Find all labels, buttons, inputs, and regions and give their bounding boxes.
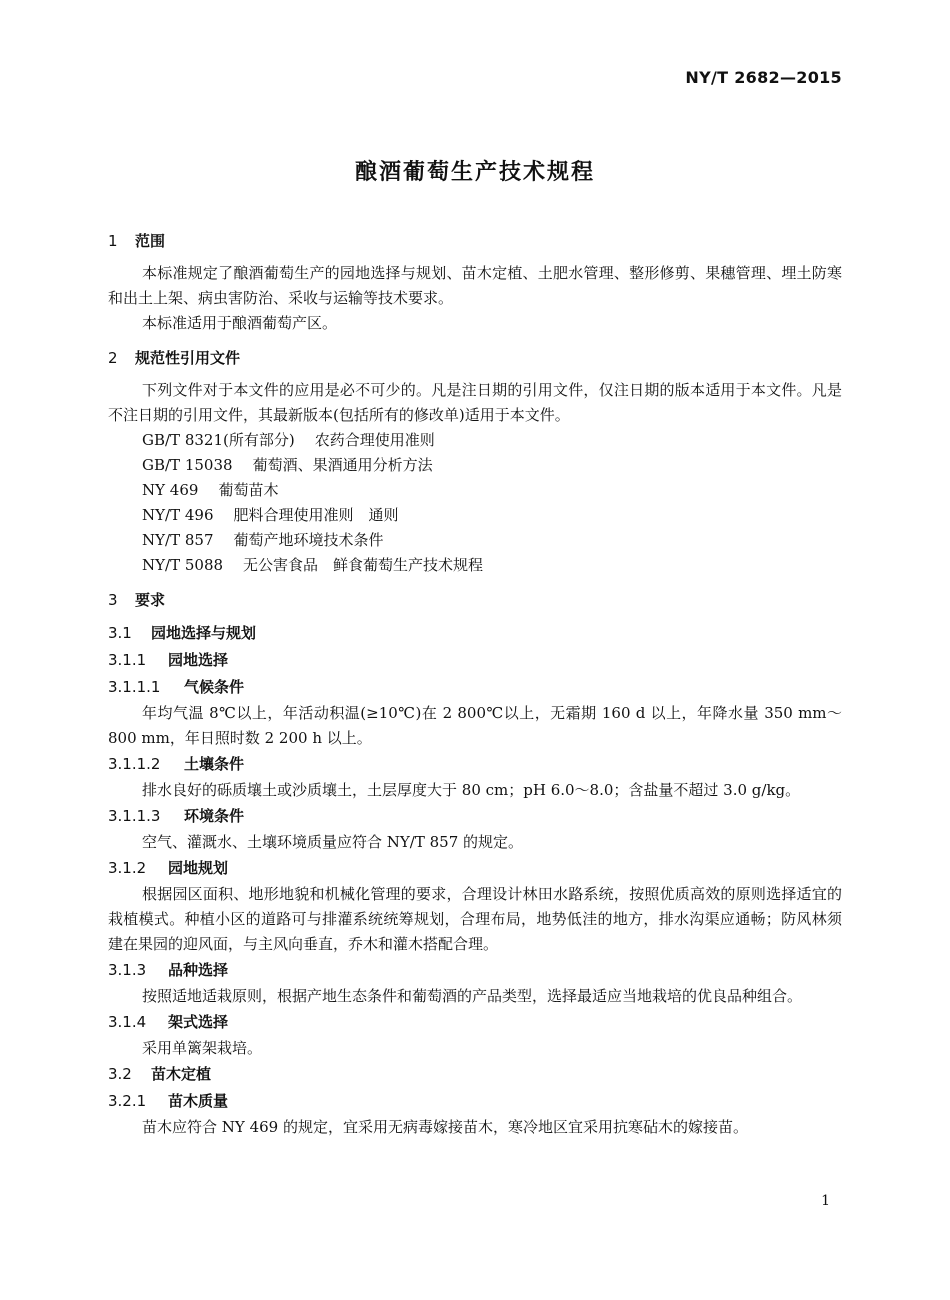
section-title: 园地规划 bbox=[168, 859, 229, 877]
reference-item bbox=[108, 428, 842, 453]
reference-title: 农药合理使用准则 bbox=[314, 431, 435, 449]
reference-item bbox=[108, 553, 842, 578]
section-title: 园地选择与规划 bbox=[151, 624, 257, 642]
document-body bbox=[108, 228, 842, 1140]
section-number: 3.1.4 bbox=[108, 1013, 147, 1031]
paragraph: 本标准适用于酿酒葡萄产区。 bbox=[142, 314, 338, 332]
subsection-heading bbox=[108, 1009, 842, 1036]
section-heading bbox=[108, 587, 842, 614]
paragraph: 空气、灌溉水、土壤环境质量应符合 NY/T 857 的规定。 bbox=[142, 833, 524, 851]
paragraph: 年均气温 8℃以上，年活动积温(≥10℃)在 2 800℃以上，无霜期 160 d 以上，年降水量 350 mm～800 mm，年日照时数 2 200 h 以上。 bbox=[108, 704, 842, 747]
section-number: 3.1 bbox=[108, 624, 132, 642]
section-heading bbox=[108, 228, 842, 255]
reference-code: GB/T 15038 bbox=[142, 456, 233, 474]
paragraph: 按照适地适栽原则，根据产地生态条件和葡萄酒的产品类型，选择最适应当地栽培的优良品种组合。 bbox=[142, 987, 803, 1005]
section-number: 3.1.2 bbox=[108, 859, 147, 877]
document-title: 酿酒葡萄生产技术规程 bbox=[354, 160, 595, 185]
section-number: 1 bbox=[108, 232, 118, 250]
reference-code: NY/T 496 bbox=[142, 506, 214, 524]
subsection-heading bbox=[108, 674, 842, 701]
reference-code: NY 469 bbox=[142, 481, 199, 499]
reference-item bbox=[108, 528, 842, 553]
section-number: 3.2.1 bbox=[108, 1092, 147, 1110]
section-title: 范围 bbox=[135, 232, 166, 250]
section-title: 气候条件 bbox=[184, 678, 245, 696]
subsection-heading bbox=[108, 751, 842, 778]
section-title: 环境条件 bbox=[184, 807, 245, 825]
reference-item bbox=[108, 503, 842, 528]
reference-title: 葡萄酒、果酒通用分析方法 bbox=[252, 456, 433, 474]
reference-code: GB/T 8321(所有部分) bbox=[142, 431, 295, 449]
subsection-heading bbox=[108, 957, 842, 984]
reference-title: 无公害食品 鲜食葡萄生产技术规程 bbox=[243, 556, 484, 574]
section-title: 规范性引用文件 bbox=[135, 349, 241, 367]
paragraph: 苗木应符合 NY 469 的规定，宜采用无病毒嫁接苗木，寒冷地区宜采用抗寒砧木的嫁接苗。 bbox=[142, 1118, 748, 1136]
subsection-heading bbox=[108, 1061, 842, 1088]
subsection-heading bbox=[108, 803, 842, 830]
paragraph: 本标准规定了酿酒葡萄生产的园地选择与规划、苗木定植、土肥水管理、整形修剪、果穗管理、埋土防寒和出土上架、病虫害防治、采收与运输等技术要求。 bbox=[108, 264, 842, 307]
reference-title: 肥料合理使用准则 通则 bbox=[233, 506, 399, 524]
reference-title: 葡萄产地环境技术条件 bbox=[233, 531, 384, 549]
section-number: 3.1.1.1 bbox=[108, 678, 161, 696]
section-number: 3.1.1 bbox=[108, 651, 147, 669]
section-number: 2 bbox=[108, 349, 118, 367]
subsection-heading bbox=[108, 647, 842, 674]
subsection-heading bbox=[108, 620, 842, 647]
section-title: 品种选择 bbox=[168, 961, 229, 979]
section-title: 架式选择 bbox=[168, 1013, 229, 1031]
reference-item bbox=[108, 453, 842, 478]
section-title: 土壤条件 bbox=[184, 755, 245, 773]
section-number: 3.1.1.3 bbox=[108, 807, 161, 825]
section-heading bbox=[108, 345, 842, 372]
reference-code: NY/T 857 bbox=[142, 531, 214, 549]
paragraph: 采用单篱架栽培。 bbox=[142, 1039, 263, 1057]
reference-title: 葡萄苗木 bbox=[218, 481, 279, 499]
reference-code: NY/T 5088 bbox=[142, 556, 224, 574]
section-number: 3 bbox=[108, 591, 118, 609]
section-title: 要求 bbox=[135, 591, 166, 609]
subsection-heading bbox=[108, 1088, 842, 1115]
section-number: 3.2 bbox=[108, 1065, 132, 1083]
paragraph: 排水良好的砾质壤土或沙质壤土，土层厚度大于 80 cm；pH 6.0～8.0；含盐量不超过 3.0 g/kg。 bbox=[142, 781, 801, 799]
page-number: 1 bbox=[821, 1193, 830, 1209]
paragraph: 根据园区面积、地形地貌和机械化管理的要求，合理设计林田水路系统，按照优质高效的原则选择适宜的栽植模式。种植小区的道路可与排灌系统统筹规划，合理布局，地势低洼的地方，排水沟渠应通畅；防风林须建在果园的迎风面，与主风向垂直，乔木和灌木搭配合理。 bbox=[108, 885, 842, 953]
reference-item bbox=[108, 478, 842, 503]
section-title: 园地选择 bbox=[168, 651, 229, 669]
section-number: 3.1.3 bbox=[108, 961, 147, 979]
paragraph: 下列文件对于本文件的应用是必不可少的。凡是注日期的引用文件，仅注日期的版本适用于本文件。凡是不注日期的引用文件，其最新版本(包括所有的修改单)适用于本文件。 bbox=[108, 381, 842, 424]
standard-code: NY/T 2682—2015 bbox=[685, 68, 842, 87]
subsection-heading bbox=[108, 855, 842, 882]
section-number: 3.1.1.2 bbox=[108, 755, 161, 773]
section-title: 苗木质量 bbox=[168, 1092, 229, 1110]
section-title: 苗木定植 bbox=[151, 1065, 212, 1083]
